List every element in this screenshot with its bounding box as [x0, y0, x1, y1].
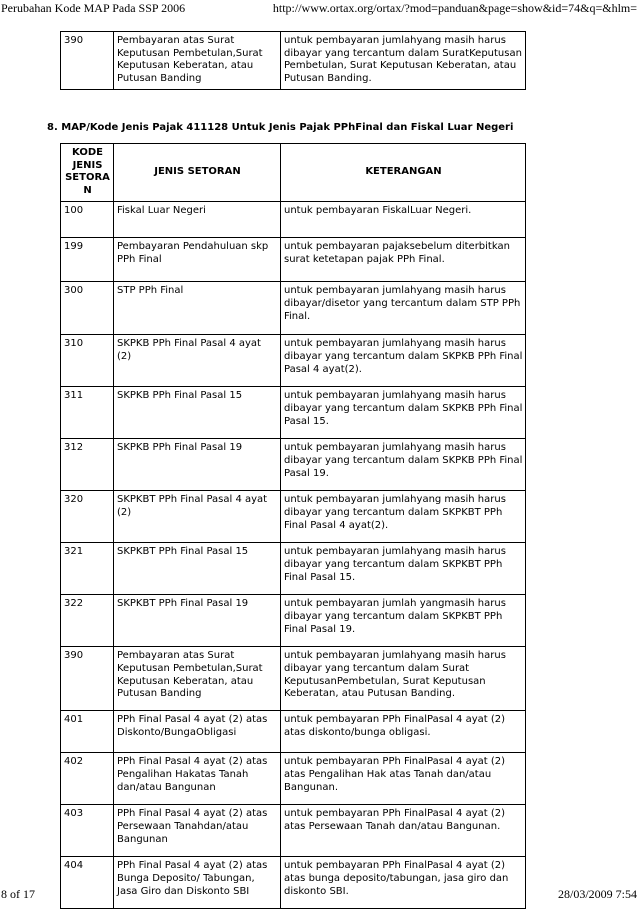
- page-title: Perubahan Kode MAP Pada SSP 2006: [1, 1, 186, 15]
- page-url[interactable]: http://www.ortax.org/ortax/?mod=panduan&page=show&id=74&q=&hlm=: [272, 1, 637, 15]
- cell-kode: 404: [61, 857, 114, 909]
- table-row: [61, 711, 526, 753]
- cell-kode: 321: [61, 543, 114, 595]
- cell-keterangan: untuk pembayaran PPh FinalPasal 4 ayat (2) atas diskonto/bunga obligasi.: [281, 711, 526, 753]
- cell-kode: 403: [61, 805, 114, 857]
- cell-keterangan: untuk pembayaran PPh FinalPasal 4 ayat (2) atas Pengalihan Hak atas Tanah dan/atau Bangunan.: [281, 753, 526, 805]
- cell-jenis: SKPKBT PPh Final Pasal 15: [114, 543, 281, 595]
- cell-kode: 402: [61, 753, 114, 805]
- table-row: [61, 202, 526, 238]
- table-row: [61, 439, 526, 491]
- cell-kode: 199: [61, 238, 114, 282]
- table-row: [61, 335, 526, 387]
- cell-keterangan: untuk pembayaran jumlahyang masih harus dibayar yang tercantum dalam SKPKBT PPh Final Pasal 15.: [281, 543, 526, 595]
- header-kode: KODE JENIS SETORAN: [61, 144, 114, 202]
- cell-keterangan: untuk pembayaran jumlahyang masih harus dibayar yang tercantum dalam SKPKB PPh Final Pasal 15.: [281, 387, 526, 439]
- table-row: [61, 595, 526, 647]
- cell-jenis: Pembayaran atas Surat Keputusan Pembetulan,Surat Keputusan Keberatan, atau Putusan Banding: [114, 32, 281, 90]
- table-row: [61, 805, 526, 857]
- cell-jenis: Pembayaran atas Surat Keputusan Pembetulan,Surat Keputusan Keberatan, atau Putusan Banding: [114, 647, 281, 711]
- cell-kode: 310: [61, 335, 114, 387]
- cell-kode: 100: [61, 202, 114, 238]
- table-row: [61, 32, 526, 90]
- table-row: [61, 491, 526, 543]
- table-row: [61, 282, 526, 335]
- header-keterangan: KETERANGAN: [281, 144, 526, 202]
- table-row: [61, 753, 526, 805]
- map-code-table: [60, 143, 526, 909]
- table-row: [61, 857, 526, 909]
- top-table: [60, 31, 526, 90]
- cell-keterangan: untuk pembayaran jumlah yangmasih harus dibayar yang tercantum dalam SKPKBT PPh Final Pasal 19.: [281, 595, 526, 647]
- table-header-row: [61, 144, 526, 202]
- cell-jenis: SKPKB PPh Final Pasal 15: [114, 387, 281, 439]
- cell-jenis: Fiskal Luar Negeri: [114, 202, 281, 238]
- cell-jenis: SKPKB PPh Final Pasal 19: [114, 439, 281, 491]
- cell-jenis: PPh Final Pasal 4 ayat (2) atas Diskonto/BungaObligasi: [114, 711, 281, 753]
- cell-keterangan: untuk pembayaran pajaksebelum diterbitkan surat ketetapan pajak PPh Final.: [281, 238, 526, 282]
- cell-jenis: Pembayaran Pendahuluan skp PPh Final: [114, 238, 281, 282]
- cell-kode: 300: [61, 282, 114, 335]
- top-table-body: [61, 32, 526, 90]
- cell-keterangan: untuk pembayaran PPh FinalPasal 4 ayat (2) atas Persewaan Tanah dan/atau Bangunan.: [281, 805, 526, 857]
- cell-kode: 401: [61, 711, 114, 753]
- cell-jenis: PPh Final Pasal 4 ayat (2) atas Persewaan Tanahdan/atau Bangunan: [114, 805, 281, 857]
- cell-keterangan: untuk pembayaran jumlahyang masih harus dibayar yang tercantum dalam Surat KeputusanPembetulan, Surat Keputusan Keberatan, atau Putusan Banding.: [281, 647, 526, 711]
- cell-keterangan: untuk pembayaran jumlahyang masih harus dibayar/disetor yang tercantum dalam STP PPh Final.: [281, 282, 526, 335]
- table-body: [61, 202, 526, 909]
- cell-jenis: STP PPh Final: [114, 282, 281, 335]
- cell-jenis: SKPKB PPh Final Pasal 4 ayat (2): [114, 335, 281, 387]
- cell-jenis: SKPKBT PPh Final Pasal 19: [114, 595, 281, 647]
- cell-kode: 322: [61, 595, 114, 647]
- table-header: [61, 144, 526, 202]
- cell-keterangan: untuk pembayaran jumlahyang masih harus dibayar yang tercantum dalam SKPKB PPh Final Pasal 4 ayat(2).: [281, 335, 526, 387]
- cell-jenis: PPh Final Pasal 4 ayat (2) atas Pengalihan Hakatas Tanah dan/atau Bangunan: [114, 753, 281, 805]
- cell-keterangan: untuk pembayaran jumlahyang masih harus dibayar yang tercantum dalam SuratKeputusan Pembetulan, Surat Keputusan Keberatan, atau Putusan Banding.: [281, 32, 526, 90]
- header-jenis: JENIS SETORAN: [114, 144, 281, 202]
- cell-keterangan: untuk pembayaran FiskalLuar Negeri.: [281, 202, 526, 238]
- page-number: 8 of 17: [1, 887, 35, 901]
- cell-kode: 320: [61, 491, 114, 543]
- table-row: [61, 238, 526, 282]
- cell-jenis: SKPKBT PPh Final Pasal 4 ayat (2): [114, 491, 281, 543]
- cell-keterangan: untuk pembayaran jumlahyang masih harus dibayar yang tercantum dalam SKPKBT PPh Final Pasal 4 ayat(2).: [281, 491, 526, 543]
- section-heading: 8. MAP/Kode Jenis Pajak 411128 Untuk Jenis Pajak PPhFinal dan Fiskal Luar Negeri: [47, 122, 514, 133]
- cell-kode: 390: [61, 647, 114, 711]
- print-datetime: 28/03/2009 7:54: [557, 887, 637, 901]
- table-row: [61, 647, 526, 711]
- cell-keterangan: untuk pembayaran jumlahyang masih harus dibayar yang tercantum dalam SKPKB PPh Final Pasal 19.: [281, 439, 526, 491]
- table-row: [61, 387, 526, 439]
- cell-kode: 390: [61, 32, 114, 90]
- cell-jenis: PPh Final Pasal 4 ayat (2) atas Bunga Deposito/ Tabungan, Jasa Giro dan Diskonto SBI: [114, 857, 281, 909]
- cell-kode: 312: [61, 439, 114, 491]
- table-row: [61, 543, 526, 595]
- cell-kode: 311: [61, 387, 114, 439]
- cell-keterangan: untuk pembayaran PPh FinalPasal 4 ayat (2) atas bunga deposito/tabungan, jasa giro dan diskonto SBI.: [281, 857, 526, 909]
